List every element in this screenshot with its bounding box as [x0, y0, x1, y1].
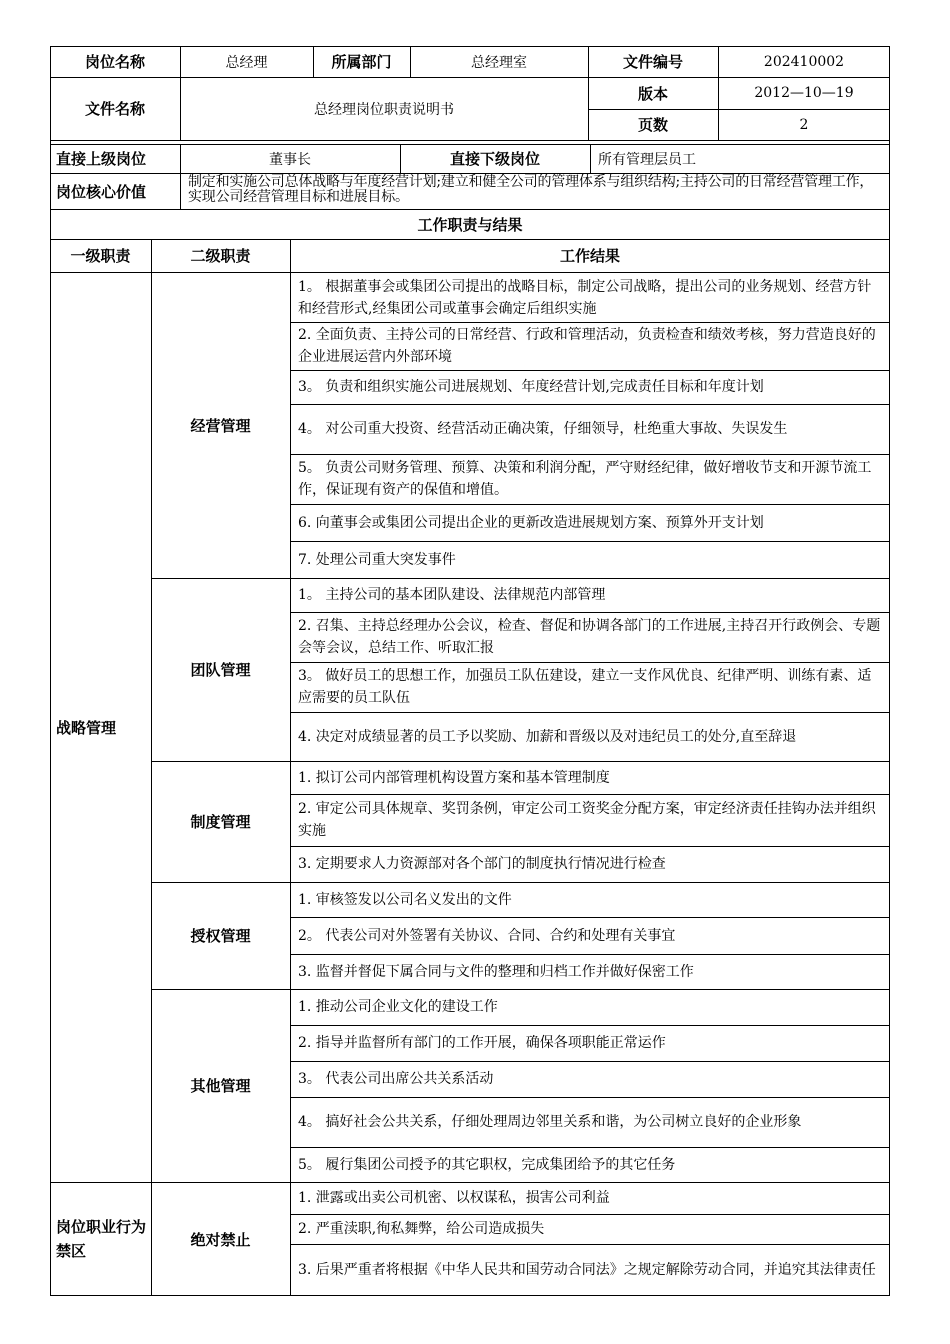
core-value-label: 岗位核心价值	[56, 182, 147, 201]
file-name-label: 文件名称	[84, 100, 145, 118]
superior-value: 董事长	[269, 151, 311, 168]
file-name-value: 总经理岗位职责说明书	[314, 101, 454, 118]
result-item: 2。 代表公司对外签署有关协议、合同、合约和处理有关事宜	[298, 927, 676, 944]
prohibition-secondary: 绝对禁止	[190, 1230, 251, 1249]
pages-label: 页数	[637, 116, 668, 134]
superior-label: 直接上级岗位	[56, 150, 147, 168]
result-item: 1. 拟订公司内部管理机构设置方案和基本管理制度	[298, 769, 610, 786]
version-label: 版本	[637, 84, 668, 103]
prohibition-item: 3. 后果严重者将根据《中华人民共和国劳动合同法》之规定解除劳动合同，并追究其法律责任	[298, 1262, 876, 1278]
prohibition-item: 1. 泄露或出卖公司机密、以权谋私，损害公司利益	[298, 1190, 610, 1206]
result-item: 2. 审定公司具体规章、奖罚条例，审定公司工资奖金分配方案，审定经济责任挂钩办法并组织实施	[298, 801, 876, 839]
department-label: 所属部门	[331, 53, 392, 71]
primary-duty-strategy: 战略管理	[56, 718, 117, 737]
secondary-team: 团队管理	[190, 661, 251, 679]
file-no-label: 文件编号	[622, 53, 683, 71]
col-header-result: 工作结果	[559, 247, 620, 265]
result-item: 3. 定期要求人力资源部对各个部门的制度执行情况进行检查	[298, 856, 666, 872]
position-name-label: 岗位名称	[84, 53, 145, 71]
secondary-authorization: 授权管理	[190, 927, 251, 945]
col-header-primary: 一级职责	[70, 247, 131, 265]
section-title: 工作职责与结果	[417, 215, 523, 234]
department-value: 总经理室	[471, 54, 527, 71]
result-item: 2. 指导并监督所有部门的工作开展，确保各项职能正常运作	[298, 1035, 666, 1051]
result-item: 5。 负责公司财务管理、预算、决策和利润分配，严守财经纪律，做好增收节支和开源节流工作，保证现有资产的保值和增值。	[298, 460, 872, 498]
file-no-value: 202410002	[763, 53, 845, 70]
result-item: 1。 根据董事会或集团公司提出的战略目标，制定公司战略，提出公司的业务规划、经营方针和经营形式,经集团公司或董事会确定后组织实施	[298, 279, 872, 317]
secondary-system: 制度管理	[190, 813, 251, 831]
result-item: 3。 负责和组织实施公司进展规划、年度经营计划,完成责任目标和年度计划	[298, 379, 764, 395]
version-value: 2012—10—19	[754, 85, 854, 101]
subordinate-label: 直接下级岗位	[449, 150, 540, 168]
secondary-other: 其他管理	[190, 1077, 251, 1095]
result-item: 3. 监督并督促下属合同与文件的整理和归档工作并做好保密工作	[298, 963, 694, 980]
result-item: 4. 决定对成绩显著的员工予以奖励、加薪和晋级以及对违纪员工的处分,直至辞退	[298, 728, 797, 745]
result-item: 7. 处理公司重大突发事件	[298, 551, 456, 568]
result-item: 1. 推动公司企业文化的建设工作	[298, 999, 498, 1015]
result-item: 2. 召集、主持总经理办公会议，检查、督促和协调各部门的工作进展,主持召开行政例会、专题会等会议，总结工作、听取汇报	[298, 618, 881, 656]
result-item: 6. 向董事会或集团公司提出企业的更新改造进展规划方案、预算外开支计划	[298, 514, 764, 531]
result-item: 5。 履行集团公司授予的其它职权，完成集团给予的其它任务	[298, 1156, 676, 1173]
subordinate-value: 所有管理层员工	[598, 151, 696, 168]
result-item: 4。 搞好社会公共关系，仔细处理周边邻里关系和谐，为公司树立良好的企业形象	[298, 1114, 802, 1130]
secondary-operations: 经营管理	[190, 416, 251, 435]
result-item: 3。 代表公司出席公共关系活动	[298, 1071, 494, 1087]
job-description-document	[50, 46, 890, 1296]
result-item: 3。 做好员工的思想工作，加强员工队伍建设，建立一支作风优良、纪律严明、训练有素、适应需要的员工队伍	[298, 668, 872, 706]
position-name-value: 总经理	[225, 54, 268, 71]
prohibition-item: 2. 严重渎职,徇私舞弊，给公司造成损失	[298, 1221, 545, 1237]
result-item: 4。 对公司重大投资、经营活动正确决策，仔细领导，杜绝重大事故、失误发生	[298, 421, 788, 437]
pages-value: 2	[799, 116, 809, 133]
prohibition-primary: 岗位职业行为禁区	[56, 1218, 147, 1260]
core-value-text: 制定和实施公司总体战略与年度经营计划;建立和健全公司的管理体系与组织结构;主持公司的日常经营管理工作，实现公司经营管理目标和进展目标。	[188, 174, 874, 205]
result-item: 1。 主持公司的基本团队建设、法律规范内部管理	[298, 587, 606, 603]
col-header-secondary: 二级职责	[190, 247, 251, 265]
result-item: 1. 审核签发以公司名义发出的文件	[298, 891, 512, 908]
result-item: 2. 全面负责、主持公司的日常经营、行政和管理活动，负责检查和绩效考核，努力营造良好的企业进展运营内外部环境	[298, 327, 876, 365]
